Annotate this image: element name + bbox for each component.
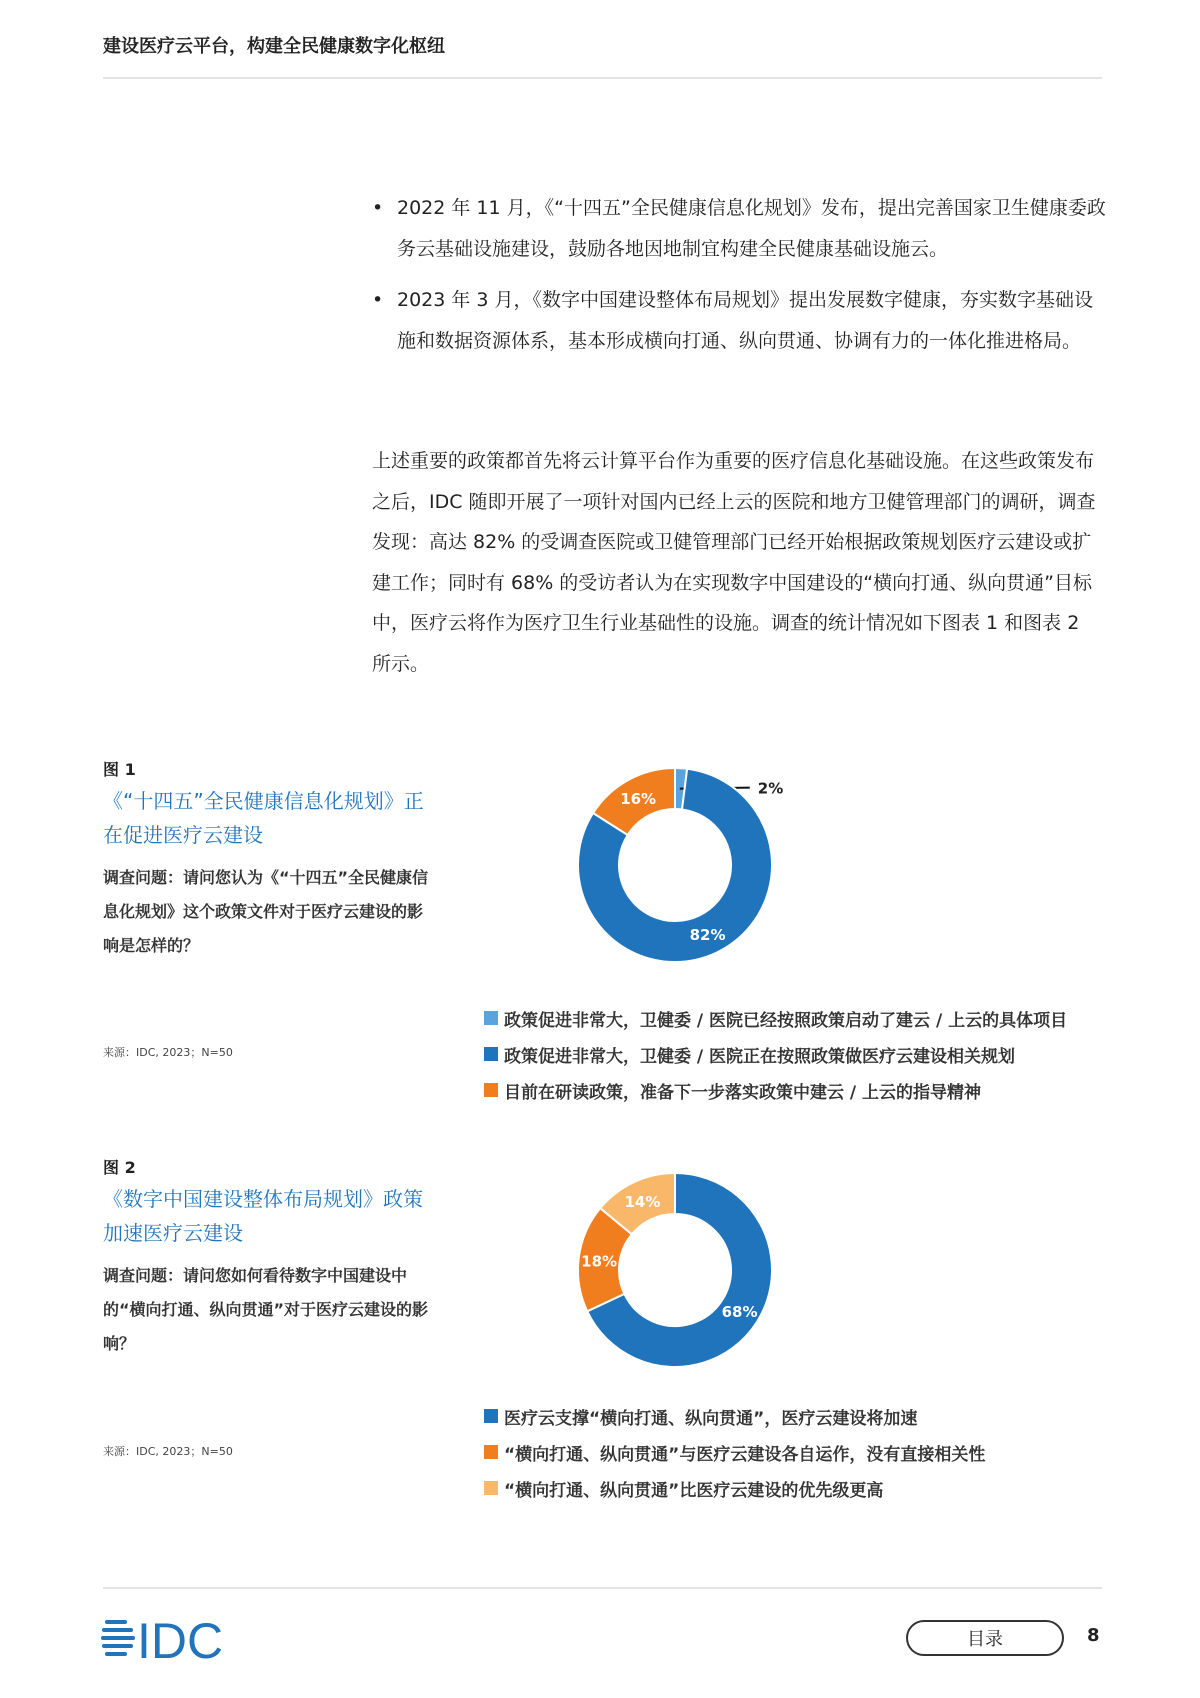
legend-label: 医疗云支撑“横向打通、纵向贯通”，医疗云建设将加速 [504, 1408, 918, 1429]
page-header-title: 建设医疗云平台，构建全民健康数字化枢纽 [103, 36, 445, 57]
figure2-source: 来源：IDC, 2023；N=50 [103, 1445, 233, 1458]
legend-item [484, 1434, 985, 1470]
legend-item [484, 1470, 985, 1506]
legend-swatch [484, 1083, 498, 1097]
figure1-legend [484, 1000, 1067, 1108]
legend-label: 政策促进非常大，卫健委 / 医院正在按照政策做医疗云建设相关规划 [504, 1046, 1016, 1067]
figure2-legend [484, 1398, 985, 1506]
figure1-title: 《“十四五”全民健康信息化规划》正在促进医疗云建设 [103, 789, 424, 847]
slice-value-label: 18% [581, 1252, 618, 1271]
legend-swatch [484, 1481, 498, 1495]
slice-value-label: 16% [620, 789, 657, 808]
figure1-source: 来源：IDC, 2023；N=50 [103, 1046, 233, 1059]
header-divider [103, 77, 1102, 79]
toc-button[interactable] [906, 1620, 1064, 1656]
legend-swatch [484, 1409, 498, 1423]
bullet-text: 2022 年 11 月，《“十四五”全民健康信息化规划》发布，提出完善国家卫生健康委政务云基础设施建设，鼓励各地因地制宜构建全民健康基础设施云。 [397, 197, 1106, 260]
figure1-question: 调查问题：请问您认为《“十四五”全民健康信息化规划》这个政策文件对于医疗云建设的影响是怎样的？ [103, 868, 429, 955]
legend-label: “横向打通、纵向贯通”比医疗云建设的优先级更高 [504, 1480, 884, 1501]
bullet-text: 2023 年 3 月，《数字中国建设整体布局规划》提出发展数字健康，夯实数字基础设施和数据资源体系，基本形成横向打通、纵向贯通、协调有力的一体化推进格局。 [397, 289, 1094, 352]
idc-logo [101, 1614, 251, 1664]
policy-bullet-item [372, 280, 1108, 362]
figure1-donut-chart [545, 745, 805, 985]
legend-item [484, 1072, 1067, 1108]
slice-value-label: 82% [689, 926, 726, 945]
page-number: 8 [1087, 1625, 1100, 1646]
figure2-title: 《数字中国建设整体布局规划》政策加速医疗云建设 [103, 1187, 423, 1245]
legend-label: 目前在研读政策，准备下一步落实政策中建云 / 上云的指导精神 [504, 1082, 982, 1103]
legend-swatch [484, 1445, 498, 1459]
legend-item [484, 1036, 1067, 1072]
footer-divider [103, 1587, 1102, 1589]
figure1-label: 图 1 [103, 760, 136, 779]
slice-value-label: 2% [757, 779, 784, 798]
body-paragraph: 上述重要的政策都首先将云计算平台作为重要的医疗信息化基础设施。在这些政策发布之后，IDC 随即开展了一项针对国内已经上云的医院和地方卫健管理部门的调研，调查发现：高达 82% 的受调查医院或卫健管理部门已经开始根据政策规划医疗云建设或扩建工作；同时有 68% 的受访者认为在实现数字中国建设的“横向打通、纵向贯通”目标中，医疗云将作为医疗卫生行业基础性的设施。调查的统计情况如下图表 1 和图表 2 所示。 [372, 450, 1096, 675]
figure2-label: 图 2 [103, 1158, 136, 1177]
toc-button-label: 目录 [967, 1629, 1003, 1650]
slice-value-label: 68% [721, 1302, 758, 1321]
legend-swatch [484, 1047, 498, 1061]
legend-swatch [484, 1011, 498, 1025]
logo-text: IDC [137, 1614, 224, 1664]
policy-bullet-item [372, 188, 1108, 270]
bullet-marker: • [372, 289, 384, 311]
policy-bullet-list [372, 188, 1108, 372]
figure2-question: 调查问题：请问您如何看待数字中国建设中的“横向打通、纵向贯通”对于医疗云建设的影响？ [103, 1266, 429, 1353]
bullet-marker: • [372, 197, 384, 219]
figure2-donut-chart [545, 1150, 805, 1390]
legend-item [484, 1000, 1067, 1036]
globe-icon [101, 1620, 135, 1656]
legend-label: 政策促进非常大，卫健委 / 医院已经按照政策启动了建云 / 上云的具体项目 [504, 1010, 1068, 1031]
legend-label: “横向打通、纵向贯通”与医疗云建设各自运作，没有直接相关性 [504, 1444, 986, 1465]
slice-value-label: 14% [624, 1192, 661, 1211]
legend-item [484, 1398, 985, 1434]
